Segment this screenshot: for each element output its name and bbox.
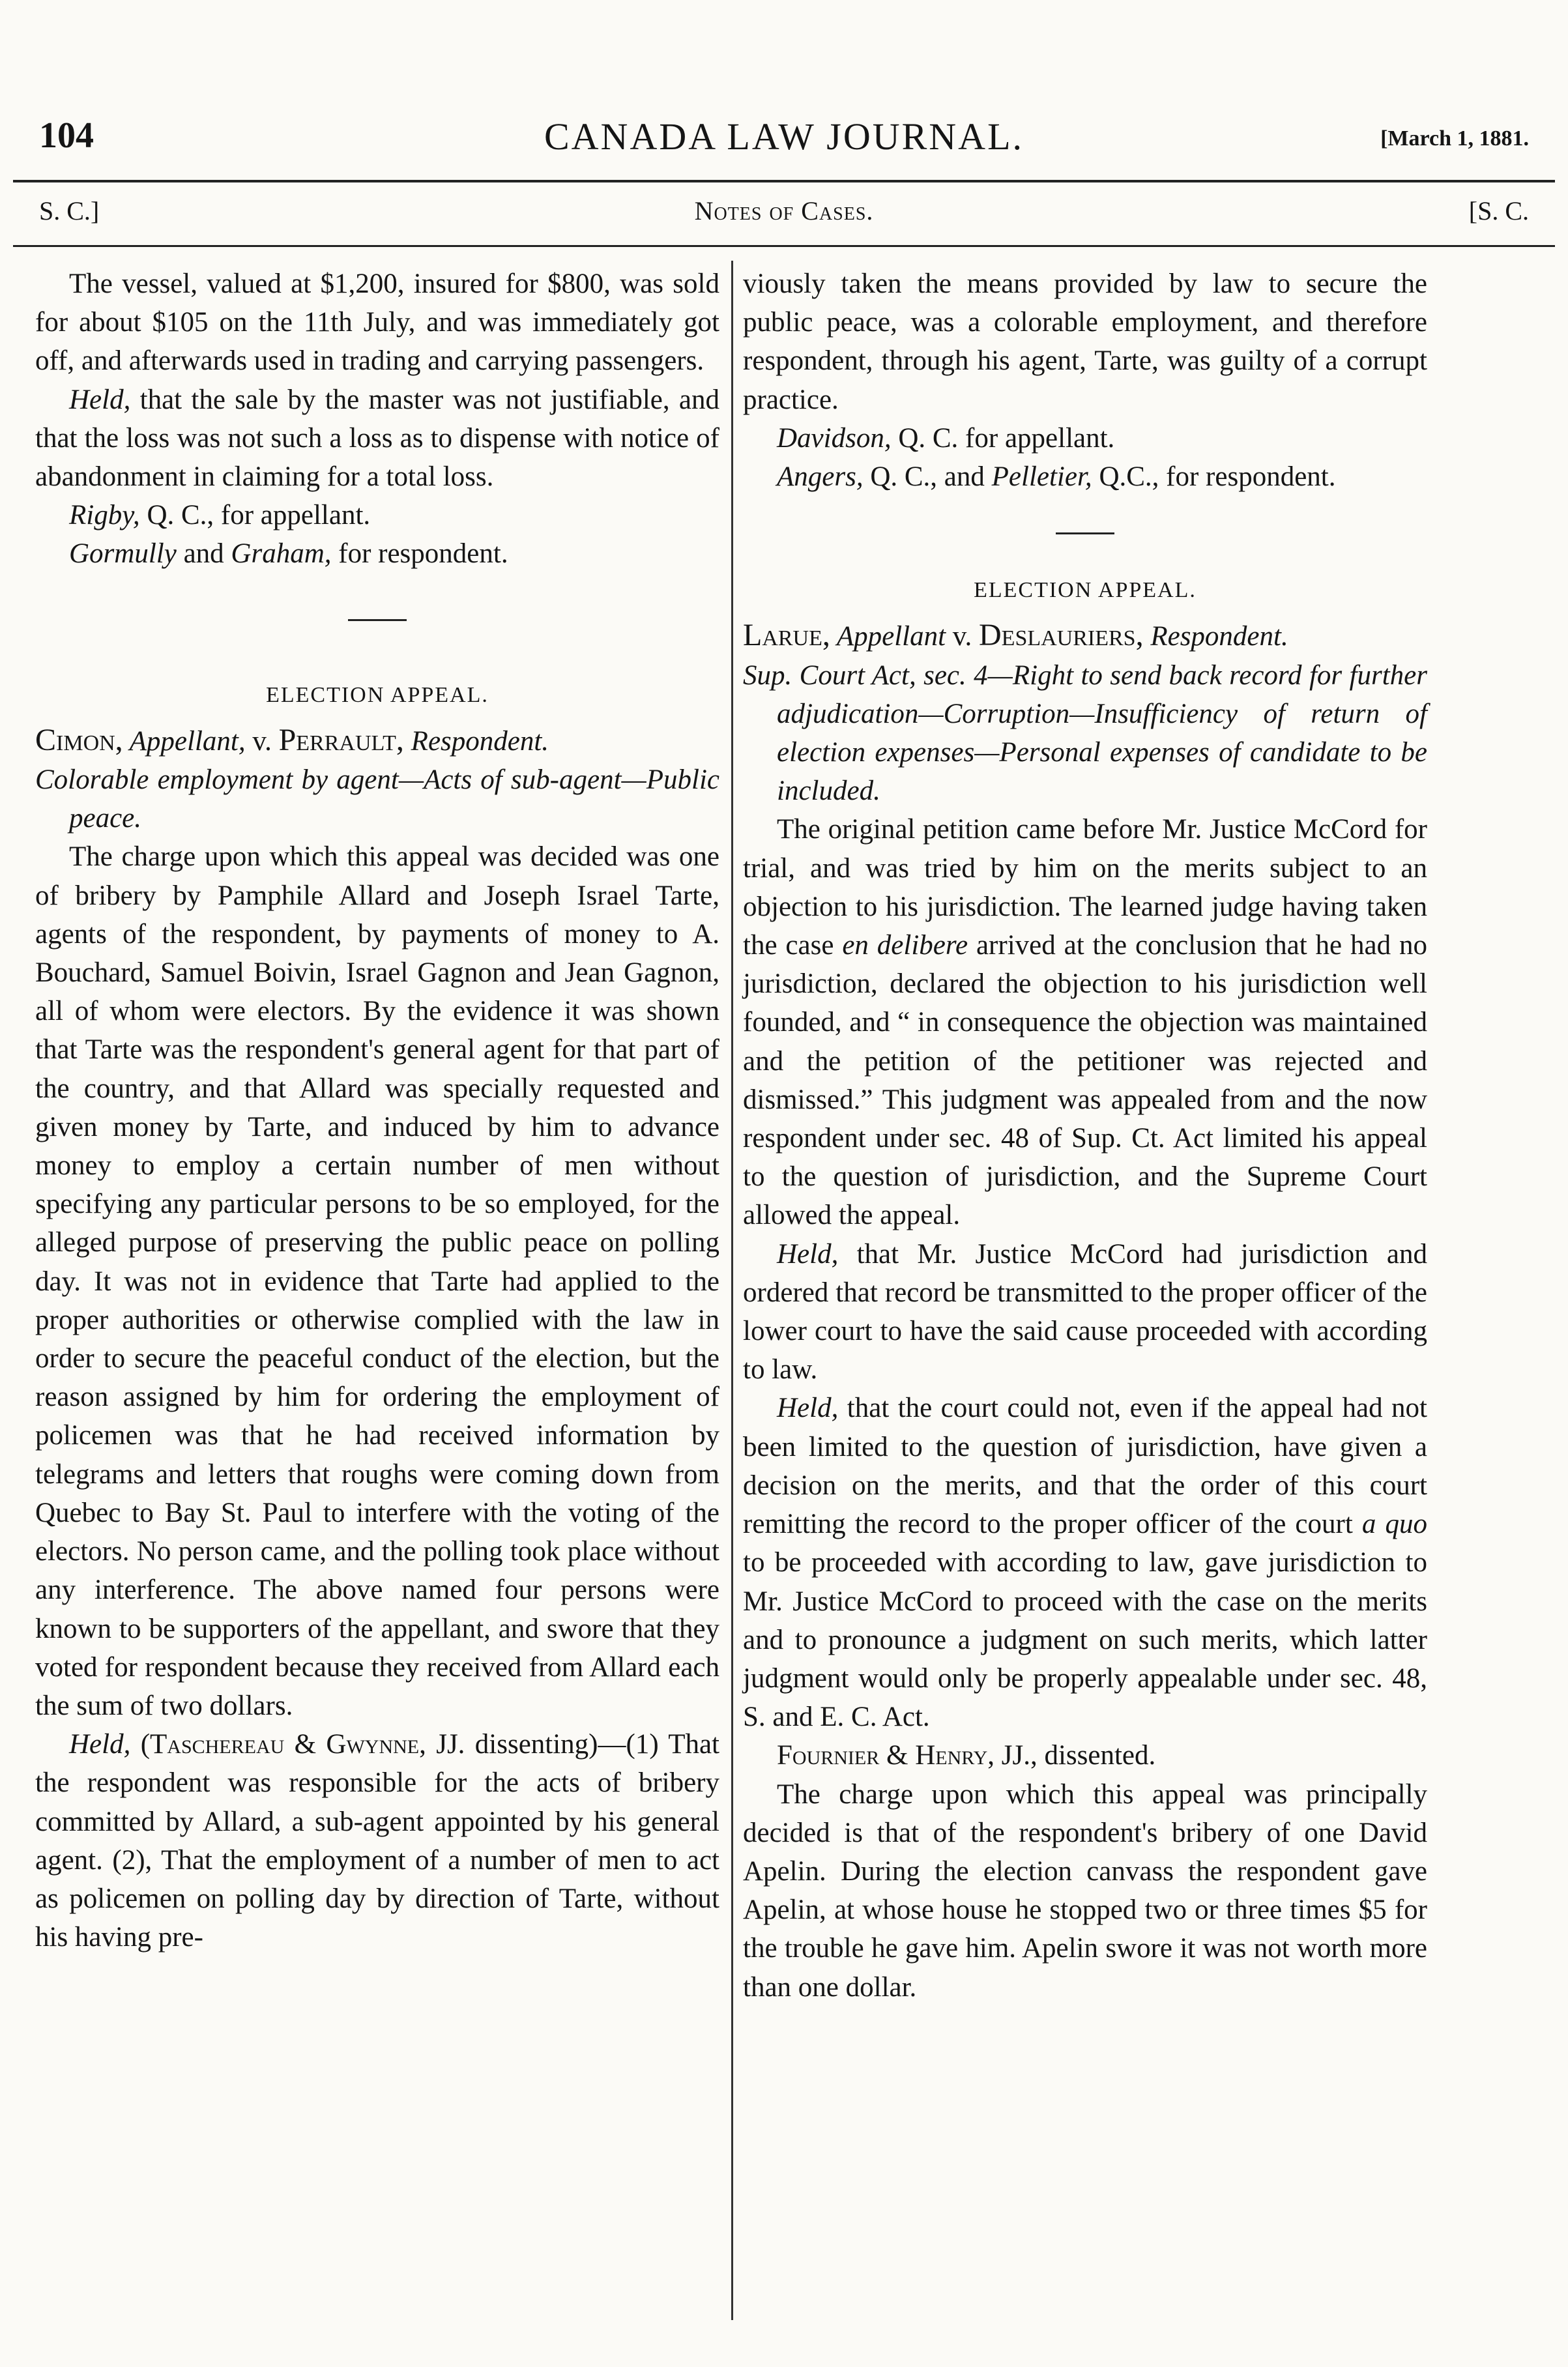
running-header-right: [S. C. [1468, 196, 1529, 225]
running-header-left: S. C.] [39, 196, 100, 225]
counsel-line: Rigby, Q. C., for appellant. [69, 500, 371, 531]
counsel-line: Angers, Q. C., and Pelletier, Q.C., for respondent. [777, 461, 1336, 493]
section-heading: ELECTION APPEAL. [266, 682, 489, 707]
paragraph: Held, that Mr. Justice McCord had jurisdiction and ordered that record be transmitted to the proper officer of the lower court to have the said cause proceeded with according to law. [743, 1238, 1427, 1386]
column-divider [731, 261, 733, 2320]
case-title: Larue, Appellant v. Deslauriers, Respondent. [743, 618, 1288, 653]
paragraph: Fournier & Henry, JJ., dissented. [777, 1740, 1156, 1771]
counsel-line: Davidson, Q. C. for appellant. [777, 422, 1115, 454]
paragraph: The charge upon which this appeal was decided was one of bribery by Pamphile Allard and Joseph Israel Tarte, agents of the respondent, by payments of money to A. Bouchard, Samuel Boivin, Israel Gagnon and Jean Gagnon, all of whom were electors. By the evidence it was shown that Tarte was the respondent's general agent for that part of the country, and that Allard was specially requested and given money by Tarte, and induced by him to advance money to employ a certain number of men without specifying any particular persons to be so employed, for the alleged purpose of preserving the public peace on polling day. It was not in evidence that Tarte had applied to the proper authorities or otherwise complied with the law in order to secure the peaceful conduct of the election, but the reason assigned by him for ordering the employment of policemen was that he had received information by telegrams and letters that roughs were coming down from Quebec to Bay St. Paul to interfere with the voting of the electors. No person came, and the polling took place without any interference. The above named four persons were known to be supporters of the appellant, and swore that they voted for respondent because they received from Allard each the sum of two dollars. [35, 841, 719, 1721]
page-header [39, 115, 1529, 173]
paragraph: The charge upon which this appeal was principally decided is that of the respondent's bribery of one David Apelin. During the election canvass the respondent gave Apelin, at whose house he stopped two or three times $5 for the trouble he gave him. Apelin swore it was not worth more than one dollar. [743, 1779, 1427, 2003]
headnote: Colorable employment by agent—Acts of sub-agent—Public peace. [35, 764, 719, 834]
section-separator [1056, 532, 1114, 534]
right-column [743, 265, 1427, 2007]
header-rule [13, 180, 1555, 182]
paragraph: The original petition came before Mr. Justice McCord for trial, and was tried by him on the merits subject to an objection to his jurisdiction. The learned judge having taken the case en delibere arrived at the conclusion that he had no jurisdiction, declared the objection to his jurisdiction well founded, and “ in consequence the objection was maintained and the petition of the petitioner was rejected and dismissed.” This judgment was appealed from and the now respondent under sec. 48 of Sup. Ct. Act limited his appeal to the question of jurisdiction, and the Supreme Court allowed the appeal. [743, 814, 1427, 1231]
paragraph: Held, that the court could not, even if the appeal had not been limited to the question of jurisdiction, have given a decision on the merits, and that the order of this court remitting the record to the proper officer of the court a quo to be proceeded with according to law, gave jurisdiction to Mr. Justice McCord to proceed with the case on the merits and to pronounce a judgment on such merits, which latter judgment would only be properly appealable under sec. 48, S. and E. C. Act. [743, 1393, 1428, 1733]
paragraph: viously taken the means provided by law to secure the public peace, was a colorable employment, and therefore respondent, through his agent, Tarte, was guilty of a corrupt practice. [743, 269, 1427, 415]
left-column [35, 265, 719, 1956]
paragraph: Held, that the sale by the master was not justifiable, and that the loss was not such a loss as to dispense with notice of abandonment in claiming for a total loss. [35, 384, 719, 493]
section-separator [348, 619, 407, 621]
paragraph: Held, (Taschereau & Gwynne, JJ. dissenting)—(1) That the respondent was responsible for the acts of bribery committed by Allard, a sub-agent appointed by his general agent. (2), That the employment of a number of men to act as policemen on polling day by direction of Tarte, without his having pre- [35, 1729, 719, 1953]
journal-title: CANADA LAW JOURNAL. [544, 115, 1024, 158]
page-number: 104 [39, 115, 94, 156]
section-heading: ELECTION APPEAL. [974, 578, 1197, 603]
paragraph: The vessel, valued at $1,200, insured for $800, was sold for about $105 on the 11th July, and was immediately got off, and afterwards used in trading and carrying passengers. [35, 269, 719, 377]
subheader-rule [13, 245, 1555, 247]
headnote: Sup. Court Act, sec. 4—Right to send back record for further adjudication—Corruption—Insufficiency of return of election expenses—Personal expenses of candidate to be included. [743, 660, 1427, 807]
running-header-center: Notes of Cases. [694, 196, 874, 225]
running-header [39, 196, 1529, 235]
issue-date: [March 1, 1881. [1380, 126, 1529, 151]
held-label: Held, [69, 384, 131, 415]
case-title: Cimon, Appellant, v. Perrault, Respondent. [35, 722, 549, 757]
counsel-line: Gormully and Graham, for respondent. [69, 538, 508, 570]
